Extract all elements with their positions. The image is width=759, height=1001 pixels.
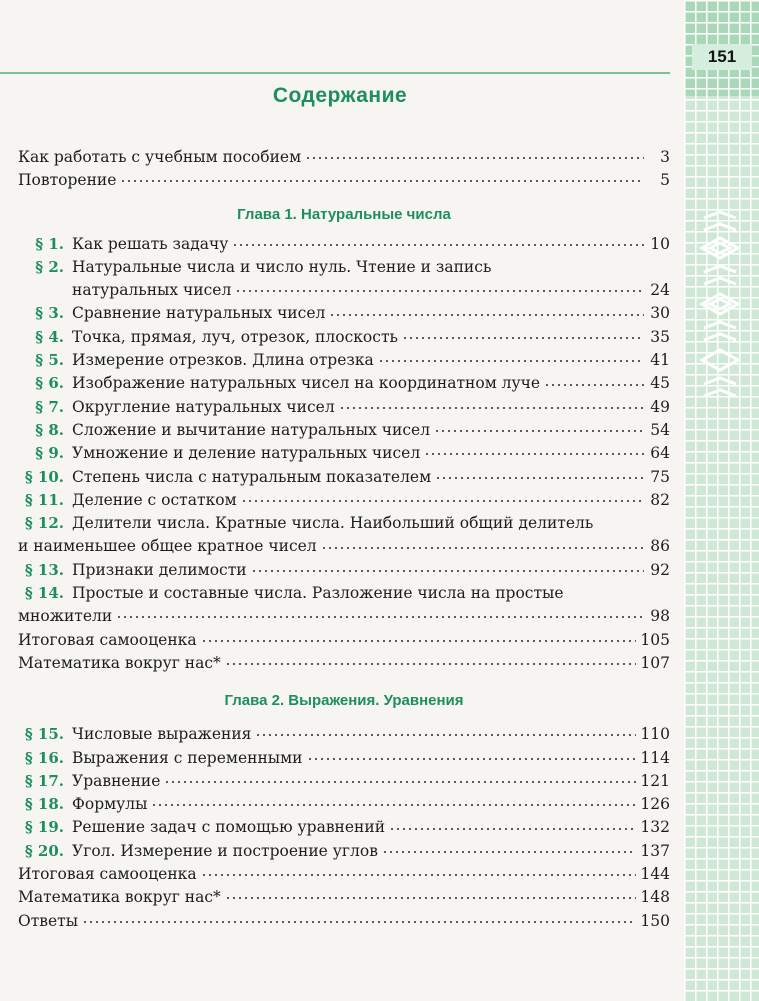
header-rule — [0, 72, 670, 74]
chapter-1-heading: Глава 1. Натуральные числа — [237, 205, 451, 223]
section-number: § 10. — [24, 467, 64, 486]
toc-entry-label: Признаки делимости — [72, 560, 247, 579]
toc-entry-label: Округление натуральных чисел — [72, 397, 335, 416]
toc-entry-label: Натуральные числа и число нуль. Чтение и запись — [72, 257, 492, 276]
leader-dots — [225, 888, 637, 904]
toc-entry-how-to-work[interactable] — [18, 146, 670, 169]
toc-entry-label: Как решать задачу — [72, 234, 229, 253]
leader-dots — [435, 467, 644, 483]
toc-entry-label: Сравнение натуральных чисел — [72, 304, 326, 323]
toc-entry-section-19[interactable] — [18, 816, 670, 839]
toc-entry-section-2-cont[interactable] — [18, 279, 670, 302]
toc-entry-section-3[interactable] — [18, 302, 670, 325]
toc-entry-page: 114 — [640, 748, 670, 767]
toc-entry-section-14-cont[interactable] — [18, 605, 670, 628]
toc-entry-section-8[interactable] — [18, 419, 670, 442]
toc-entry-label: Математика вокруг нас* — [18, 653, 221, 672]
toc-entry-label-continued: и наименьшее общее кратное чисел — [18, 537, 317, 556]
leader-dots — [544, 374, 644, 390]
toc-entry-label: Уравнение — [72, 771, 161, 790]
toc-entry-label: Формулы — [72, 795, 148, 814]
leader-dots — [329, 304, 644, 320]
page-title: Содержание — [272, 84, 408, 107]
toc-entry-label: Как работать с учебным пособием — [18, 148, 302, 166]
toc-entry-section-13[interactable] — [18, 559, 670, 582]
toc-entry-section-2[interactable] — [18, 256, 670, 279]
toc-entry-page: 24 — [650, 281, 670, 300]
toc-entry-page: 110 — [640, 725, 670, 744]
toc-entry-section-5[interactable] — [18, 349, 670, 372]
section-number: § 4. — [35, 327, 64, 346]
toc-entry-section-12-cont[interactable] — [18, 535, 670, 558]
toc-entry-label: Деление с остатком — [72, 490, 237, 509]
toc-entry-section-14[interactable] — [18, 582, 670, 605]
toc-entry-page: 3 — [660, 148, 670, 166]
leader-dots — [389, 818, 636, 834]
section-number: § 18. — [24, 795, 64, 814]
section-number: § 8. — [35, 420, 64, 439]
section-number: § 17. — [24, 771, 64, 790]
toc-entry-page: 132 — [640, 818, 670, 837]
toc-entry-math-around-us-2[interactable] — [18, 886, 670, 909]
toc-entry-section-20[interactable] — [18, 840, 670, 863]
toc-entry-page: 107 — [640, 653, 670, 672]
section-number: § 9. — [35, 444, 64, 463]
toc-entry-label: Простые и составные числа. Разложение числа на простые — [72, 584, 564, 603]
section-number: § 15. — [24, 725, 64, 744]
toc-entry-page: 64 — [650, 444, 670, 463]
toc-entry-page: 105 — [640, 630, 670, 649]
toc-entry-answers[interactable] — [18, 910, 670, 933]
toc-entry-self-assessment-1[interactable] — [18, 629, 670, 652]
toc-entry-page: 86 — [650, 537, 670, 556]
toc-entry-label: Решение задач с помощью уравнений — [72, 818, 386, 837]
section-number: § 16. — [24, 748, 64, 767]
toc-entry-label-continued: натуральных чисел — [72, 281, 232, 300]
leader-dots — [82, 911, 636, 927]
leader-dots — [382, 841, 636, 857]
section-number: § 3. — [35, 304, 64, 323]
toc-entry-label: Математика вокруг нас* — [18, 888, 221, 907]
ornament-icon — [698, 208, 742, 404]
leader-dots — [232, 234, 644, 250]
toc-entry-label: Делители числа. Кратные числа. Наибольший общий делитель — [72, 514, 594, 533]
section-number: § 12. — [24, 514, 64, 533]
toc-entry-page: 137 — [640, 841, 670, 860]
toc-entry-label: Повторение — [18, 171, 117, 190]
toc-entry-page: 144 — [640, 865, 670, 884]
toc-entry-section-12[interactable] — [18, 512, 670, 535]
section-number: § 14. — [24, 584, 64, 603]
section-number: § 2. — [35, 257, 64, 276]
toc-entry-page: 92 — [650, 560, 670, 579]
section-number: § 6. — [35, 374, 64, 393]
leader-dots — [164, 771, 636, 787]
toc-entry-section-4[interactable] — [18, 326, 670, 349]
chapter-2-heading: Глава 2. Выражения. Уравнения — [224, 692, 464, 710]
toc-entry-page: 98 — [650, 607, 670, 626]
leader-dots — [201, 630, 637, 646]
leader-dots — [120, 171, 644, 187]
toc-entry-label: Ответы — [18, 911, 79, 930]
leader-dots — [378, 351, 644, 367]
toc-entry-section-7[interactable] — [18, 396, 670, 419]
page-number: 151 — [692, 44, 752, 70]
toc-entry-label: Числовые выражения — [72, 725, 252, 744]
toc-entry-section-11[interactable] — [18, 489, 670, 512]
toc-entry-label: Итоговая самооценка — [18, 865, 197, 884]
leader-dots — [305, 148, 644, 164]
leader-dots — [321, 537, 644, 553]
toc-entry-section-6[interactable] — [18, 372, 670, 395]
toc-entry-label-continued: множители — [18, 607, 113, 626]
toc-entry-label: Выражения с переменными — [72, 748, 303, 767]
toc-entry-label: Точка, прямая, луч, отрезок, плоскость — [72, 327, 398, 346]
toc-entry-page: 30 — [650, 304, 670, 323]
section-number: § 20. — [24, 841, 64, 860]
leader-dots — [116, 607, 644, 623]
toc-entry-section-9[interactable] — [18, 442, 670, 465]
leader-dots — [424, 444, 644, 460]
toc-entry-section-1[interactable] — [18, 233, 670, 256]
section-number: § 11. — [24, 490, 64, 509]
toc-entry-label: Степень числа с натуральным показателем — [72, 467, 432, 486]
decorative-grid-strip — [684, 0, 759, 1001]
table-of-contents — [18, 146, 670, 933]
section-number: § 19. — [24, 818, 64, 837]
toc-entry-section-18[interactable] — [18, 793, 670, 816]
toc-entry-repetition[interactable] — [18, 169, 670, 192]
toc-entry-page: 121 — [640, 771, 670, 790]
leader-dots — [402, 327, 644, 343]
toc-entry-section-17[interactable] — [18, 770, 670, 793]
leader-dots — [151, 795, 636, 811]
toc-entry-section-15[interactable] — [18, 723, 670, 746]
toc-entry-label: Сложение и вычитание натуральных чисел — [72, 420, 431, 439]
toc-entry-label: Умножение и деление натуральных чисел — [72, 444, 421, 463]
toc-entry-label: Измерение отрезков. Длина отрезка — [72, 351, 374, 370]
section-number: § 5. — [35, 351, 64, 370]
leader-dots — [241, 490, 644, 506]
leader-dots — [201, 865, 637, 881]
toc-entry-math-around-us-1[interactable] — [18, 652, 670, 675]
toc-entry-label: Изображение натуральных чисел на координатном луче — [72, 374, 541, 393]
leader-dots — [307, 748, 637, 764]
toc-entry-page: 35 — [650, 327, 670, 346]
toc-entry-page: 126 — [640, 795, 670, 814]
toc-entry-section-16[interactable] — [18, 747, 670, 770]
leader-dots — [434, 420, 644, 436]
toc-entry-label: Итоговая самооценка — [18, 630, 197, 649]
toc-entry-self-assessment-2[interactable] — [18, 863, 670, 886]
toc-entry-page: 82 — [650, 490, 670, 509]
section-number: § 7. — [35, 397, 64, 416]
leader-dots — [255, 725, 636, 741]
toc-entry-label: Угол. Измерение и построение углов — [72, 841, 378, 860]
leader-dots — [251, 560, 644, 576]
toc-entry-page: 45 — [650, 374, 670, 393]
section-number: § 13. — [24, 560, 64, 579]
toc-entry-page: 54 — [650, 420, 670, 439]
toc-entry-section-10[interactable] — [18, 466, 670, 489]
toc-entry-page: 41 — [650, 351, 670, 370]
toc-entry-page: 10 — [650, 234, 670, 253]
toc-entry-page: 5 — [660, 171, 670, 190]
toc-entry-page: 49 — [650, 397, 670, 416]
leader-dots — [225, 653, 637, 669]
section-number: § 1. — [35, 234, 64, 253]
leader-dots — [339, 397, 644, 413]
toc-entry-page: 150 — [640, 911, 670, 930]
toc-entry-page: 148 — [640, 888, 670, 907]
toc-entry-page: 75 — [650, 467, 670, 486]
leader-dots — [235, 281, 644, 297]
